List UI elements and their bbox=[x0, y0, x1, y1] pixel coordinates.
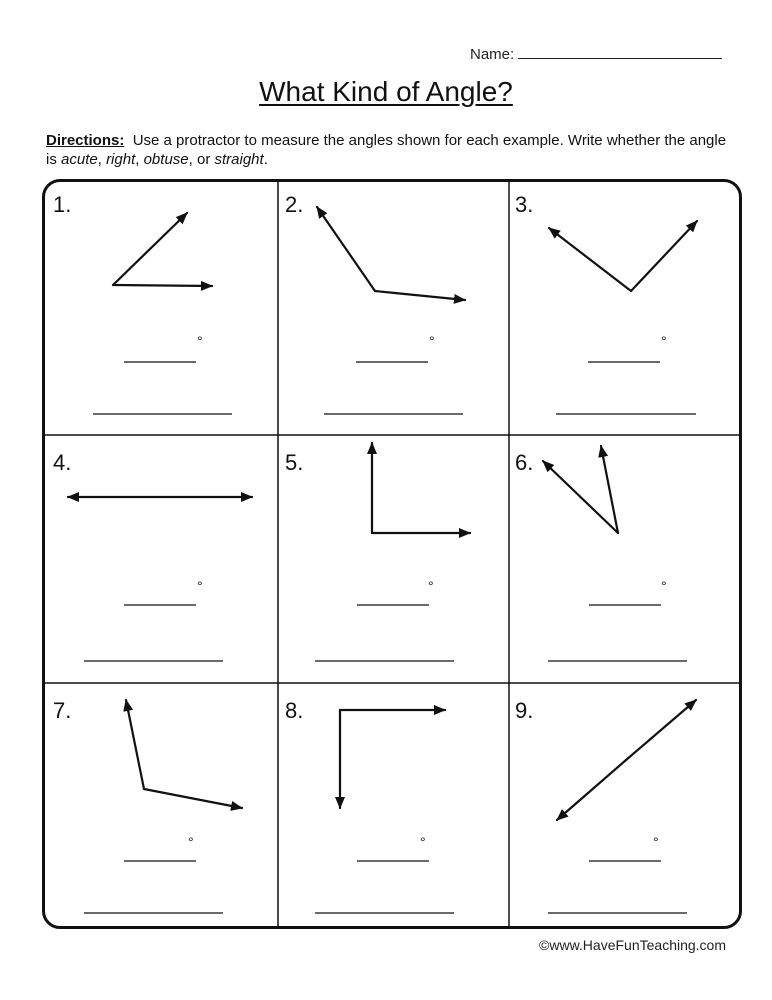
degree-symbol-6: ° bbox=[661, 578, 667, 594]
problem-number-3: 3. bbox=[515, 192, 534, 217]
angle-3-drawing bbox=[549, 221, 697, 291]
degree-symbol-1: ° bbox=[197, 333, 203, 349]
angle-1-drawing bbox=[113, 213, 212, 286]
problem-number-2: 2. bbox=[285, 192, 304, 217]
angle-9-drawing bbox=[557, 700, 696, 820]
degree-symbol-8: ° bbox=[420, 834, 426, 850]
problem-number-5: 5. bbox=[285, 450, 304, 475]
directions-label: Directions: bbox=[46, 132, 125, 149]
option-right: right bbox=[106, 151, 136, 168]
problem-number-8: 8. bbox=[285, 698, 304, 723]
answer-blanks bbox=[84, 362, 696, 913]
angle-5-drawing bbox=[372, 443, 470, 533]
degree-symbol-9: ° bbox=[653, 834, 659, 850]
option-straight: straight bbox=[214, 151, 264, 168]
angle-8-drawing bbox=[340, 710, 445, 808]
worksheet-title: What Kind of Angle? bbox=[259, 76, 513, 107]
problem-number-6: 6. bbox=[515, 450, 534, 475]
degree-symbol-2: ° bbox=[429, 333, 435, 349]
option-obtuse: obtuse bbox=[143, 151, 189, 168]
problem-number-7: 7. bbox=[53, 698, 72, 723]
degree-symbol-5: ° bbox=[428, 578, 434, 594]
problem-number-1: 1. bbox=[53, 192, 72, 217]
directions: Directions: Use a protractor to measure the angles shown for each example. Write whether the angle is acute, right, obtuse, or straight. bbox=[46, 132, 727, 168]
problem-number-9: 9. bbox=[515, 698, 534, 723]
angle-6-drawing bbox=[543, 446, 618, 533]
degree-symbol-7: ° bbox=[188, 834, 194, 850]
name-label: Name: bbox=[470, 46, 515, 63]
problem-number-4: 4. bbox=[53, 450, 72, 475]
copyright-footer: ©www.HaveFunTeaching.com bbox=[539, 937, 726, 953]
degree-symbol-4: ° bbox=[197, 578, 203, 594]
degree-symbol-3: ° bbox=[661, 333, 667, 349]
angle-2-drawing bbox=[317, 207, 465, 300]
angle-7-drawing bbox=[126, 700, 242, 808]
directions-text: Use a protractor to measure the angles shown for each example. Write whether the angle is bbox=[46, 132, 727, 168]
option-acute: acute bbox=[61, 151, 98, 168]
